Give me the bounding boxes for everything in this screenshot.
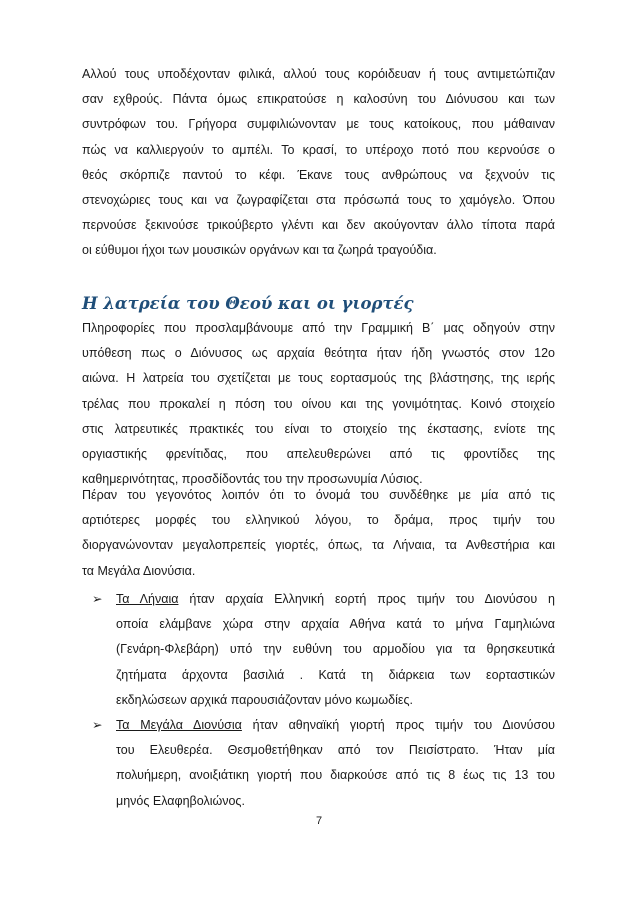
text-line: αιώνα. Η λατρεία του σχετίζεται με τους εορτασμούς της βλάστησης, της ιερής	[82, 371, 555, 386]
text-line: (Γενάρη-Φλεβάρη) υπό την ευθύνη του αρμοδίου για τα θρησκευτικά	[116, 642, 555, 657]
page-number: 7	[315, 815, 323, 827]
text-line: πολυήμερη, ανοιξιάτικη γιορτή που διαρκούσε από τις 8 έως τις 13 του	[116, 768, 555, 783]
text-line: πώς να καλλιεργούν το αμπέλι. Το κρασί, το υπέροχο ποτό που κερνούσε ο	[82, 142, 555, 157]
list-item-dionysia	[82, 713, 555, 814]
list-item-lenaia	[82, 587, 555, 713]
text-line: τρέλας που προκαλεί η πόση του οίνου και της γονιμότητας. Κοινό στοιχείο	[82, 396, 555, 411]
text-line: Πέραν του γεγονότος λοιπόν ότι το όνομά του συνδέθηκε με μία από τις	[82, 488, 555, 502]
arrow-bullet-icon: ➢	[92, 718, 103, 733]
text-line: διοργανώνονταν μεγαλοπρεπείς γιορτές, όπως, τα Λήναια, τα Ανθεστήρια και	[82, 538, 555, 553]
festival-term: Τα Μεγάλα Διονύσια	[116, 718, 242, 733]
festival-list	[82, 587, 555, 814]
text-line: οποία ελάμβανε χώρα στην αρχαία Αθήνα κατά το μήνα Γαμηλιώνα	[116, 617, 555, 632]
text-line: στις λατρευτικές πρακτικές του είναι το στοιχείο της έκστασης, ενίοτε της	[82, 421, 555, 436]
festivals-paragraph	[82, 483, 555, 584]
text-line: οι εύθυμοι ήχοι των μουσικών οργάνων και τα ζωηρά τραγούδια.	[82, 243, 437, 258]
worship-paragraph	[82, 316, 555, 492]
text-line: υπόθεση πως ο Διόνυσος ως αρχαία θεότητα ήταν ήδη γνωστός στον 12ο	[82, 346, 555, 361]
text-line: σαν εχθρούς. Πάντα όμως επικρατούσε η καλοσύνη του Διόνυσου και των	[82, 92, 555, 107]
section-heading: Η λατρεία του Θεού και οι γιορτές	[82, 294, 414, 313]
text-line: αρτιότερες μορφές του ελληνικού λόγου, το δράμα, προς τιμήν του	[82, 513, 555, 528]
text-line: ζητήματα άρχοντα βασιλιά . Κατά τη διάρκεια των εορταστικών	[116, 667, 555, 682]
text-line: συντρόφων του. Γρήγορα συμφιλιώνονταν με τους κατοίκους, που μάθαιναν	[82, 117, 555, 132]
arrow-bullet-icon: ➢	[92, 592, 103, 606]
text-line: Τα Λήναια ήταν αρχαία Ελληνική εορτή προς τιμήν του Διονύσου η	[116, 592, 555, 606]
text-line: εκδηλώσεων αρχικά παρουσιάζονταν μόνο κωμωδίες.	[116, 692, 413, 707]
text-line: Τα Μεγάλα Διονύσια ήταν αθηναϊκή γιορτή προς τιμήν του Διονύσου	[116, 718, 555, 733]
text-line: Πληροφορίες που προσλαμβάνουμε από την Γραμμική Β΄ μας οδηγούν στην	[82, 321, 555, 335]
text-line: μηνός Ελαφηβολιώνος.	[116, 793, 245, 808]
intro-paragraph	[82, 62, 555, 264]
text-line: του Ελευθερέα. Θεσμοθετήθηκαν από τον Πεισίστρατο. Ήταν μία	[116, 743, 555, 758]
festival-term: Τα Λήναια	[116, 592, 179, 606]
text-line: θεός σκόρπιζε παντού το κέφι. Έκανε τους ανθρώπους να ξεχνούν τις	[82, 167, 555, 182]
section-heading-block	[82, 293, 555, 315]
text-line: καθημερινότητας, προσδίδοντάς του την προσωνυμία Λύσιος.	[82, 472, 423, 487]
text-line: περνούσε ξεκινούσε τρικούβερτο γλέντι και δεν ακούγονταν άλλο τίποτα παρά	[82, 218, 555, 233]
text-line: στενοχώριες τους και να ζωγραφίζεται στα πρόσωπά τους το χαμόγελο. Όπου	[82, 193, 555, 208]
text-line: τα Μεγάλα Διονύσια.	[82, 563, 196, 578]
text-line: Αλλού τους υποδέχονταν φιλικά, αλλού τους κορόιδευαν ή τους αντιμετώπιζαν	[82, 67, 555, 81]
text-line: οργιαστικής φρενίτιδας, που απελευθερώνει από τις φροντίδες της	[82, 447, 555, 462]
